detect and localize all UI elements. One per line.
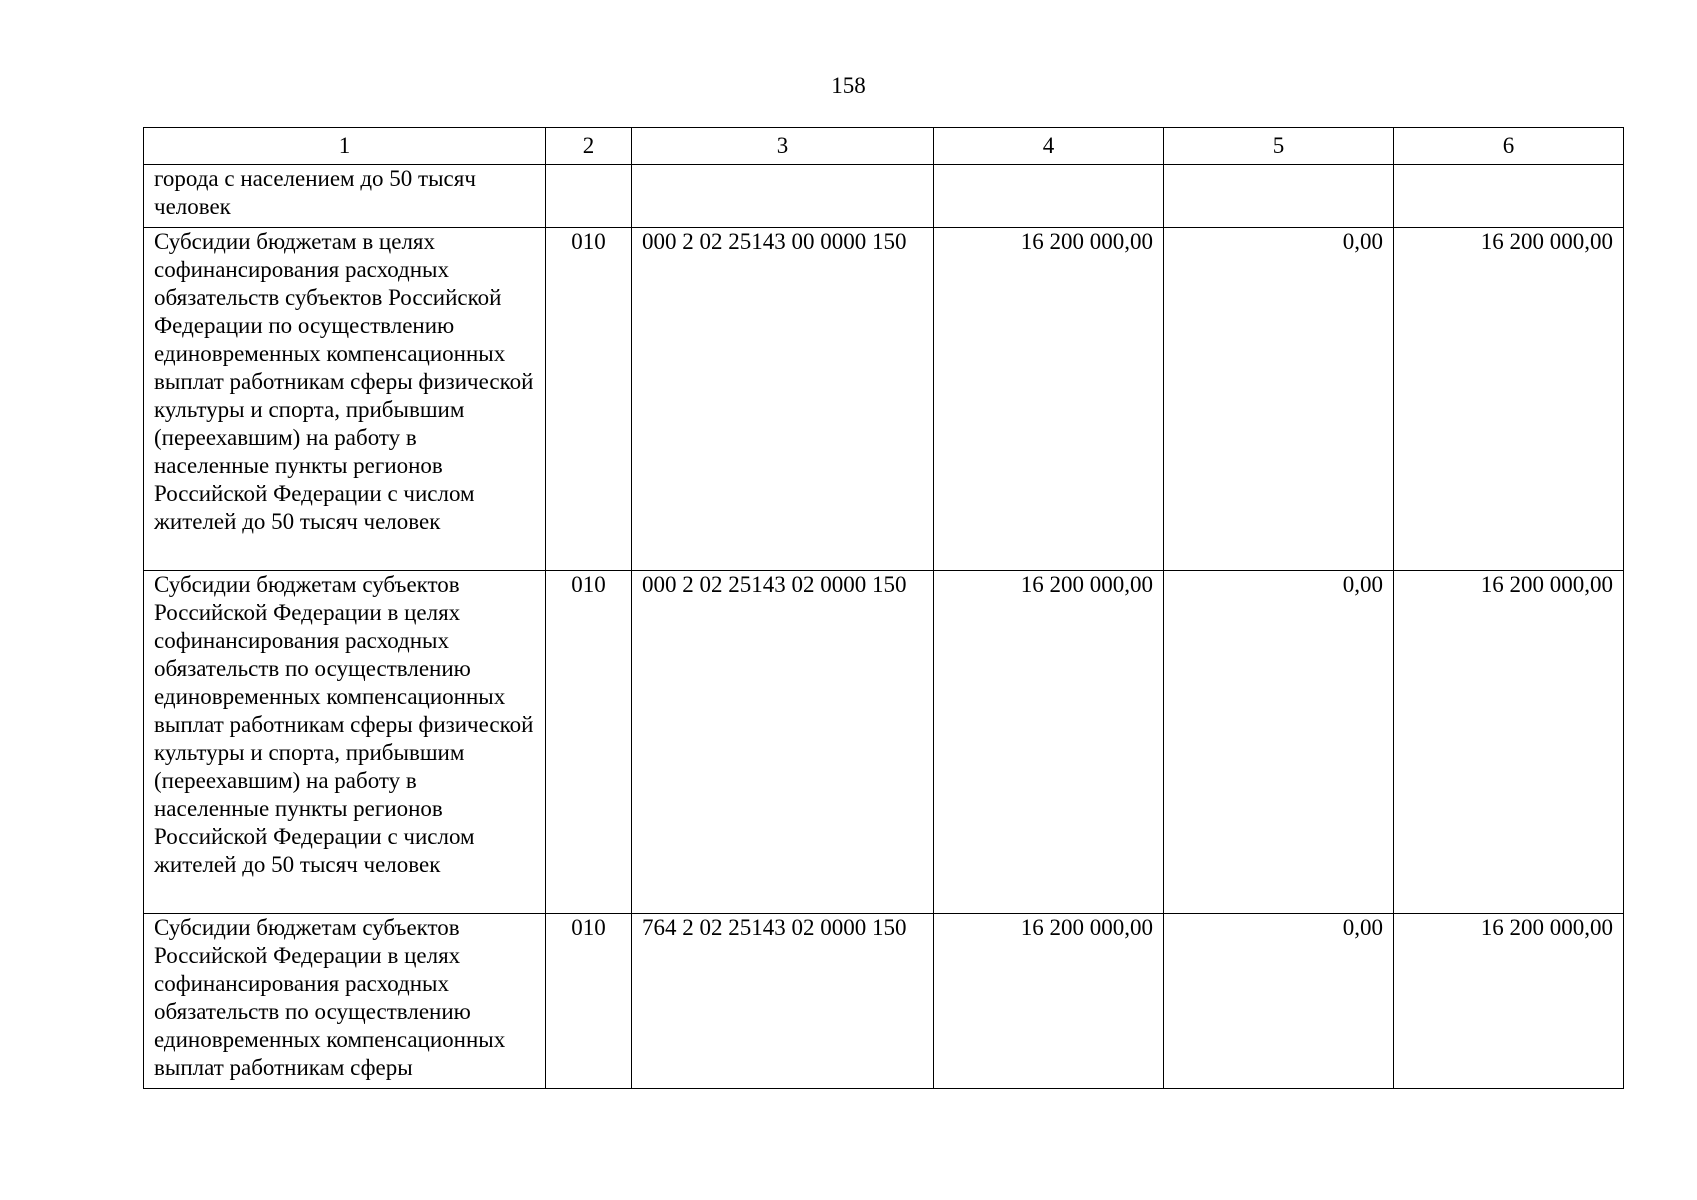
row-value-4: 16 200 000,00 [934, 914, 1164, 1089]
row-value-4: 16 200 000,00 [934, 228, 1164, 571]
budget-table [143, 127, 1624, 1089]
row-name: Субсидии бюджетам субъектов Российской Федерации в целях софинансирования расходных обязательств по осуществлению единовременных компенсационных выплат работникам сферы физической культуры и спорта, прибывшим (переехавшим) на работу в населенные пункты регионов Российской Федерации с числом жителей до 50 тысяч человек [144, 571, 546, 914]
row-value-6: 16 200 000,00 [1394, 914, 1624, 1089]
row-code: 010 [546, 914, 632, 1089]
table-row [144, 165, 1624, 228]
column-header: 1 [144, 128, 546, 165]
row-kbk: 000 2 02 25143 02 0000 150 [632, 571, 934, 914]
column-header: 4 [934, 128, 1164, 165]
column-header: 5 [1164, 128, 1394, 165]
table-header-row [144, 128, 1624, 165]
row-kbk [632, 165, 934, 228]
row-kbk: 000 2 02 25143 00 0000 150 [632, 228, 934, 571]
row-code: 010 [546, 228, 632, 571]
row-code [546, 165, 632, 228]
row-name: Субсидии бюджетам субъектов Российской Федерации в целях софинансирования расходных обязательств по осуществлению единовременных компенсационных выплат работникам сферы [144, 914, 546, 1089]
row-value-6: 16 200 000,00 [1394, 571, 1624, 914]
table-row [144, 571, 1624, 914]
row-code: 010 [546, 571, 632, 914]
page-number: 158 [831, 73, 866, 98]
row-name: города с населением до 50 тысяч человек [144, 165, 546, 228]
row-value-6: 16 200 000,00 [1394, 228, 1624, 571]
column-header: 6 [1394, 128, 1624, 165]
row-value-4 [934, 165, 1164, 228]
row-value-5: 0,00 [1164, 914, 1394, 1089]
column-header: 2 [546, 128, 632, 165]
table-row [144, 228, 1624, 571]
row-value-6 [1394, 165, 1624, 228]
row-name: Субсидии бюджетам в целях софинансирования расходных обязательств субъектов Российской Федерации по осуществлению единовременных компенсационных выплат работникам сферы физической культуры и спорта, прибывшим (переехавшим) на работу в населенные пункты регионов Российской Федерации с числом жителей до 50 тысяч человек [144, 228, 546, 571]
row-value-5 [1164, 165, 1394, 228]
row-value-4: 16 200 000,00 [934, 571, 1164, 914]
table-row [144, 914, 1624, 1089]
row-value-5: 0,00 [1164, 571, 1394, 914]
row-value-5: 0,00 [1164, 228, 1394, 571]
row-kbk: 764 2 02 25143 02 0000 150 [632, 914, 934, 1089]
column-header: 3 [632, 128, 934, 165]
